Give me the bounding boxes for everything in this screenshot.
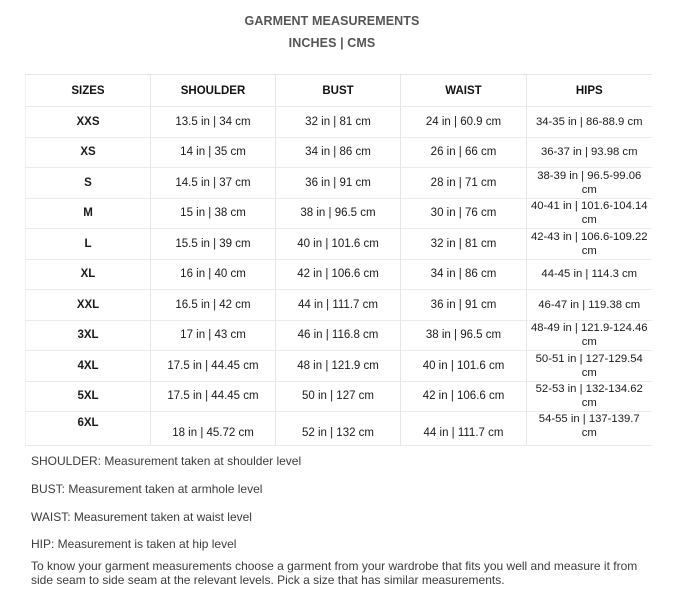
size-cell: 3XL — [26, 320, 151, 351]
waist-cell: 34 in | 86 cm — [401, 259, 527, 290]
shoulder-cell: 17.5 in | 44.45 cm — [151, 351, 276, 382]
bust-cell: 32 in | 81 cm — [276, 107, 401, 138]
shoulder-cell: 13.5 in | 34 cm — [151, 107, 276, 138]
hips-cell: 48-49 in | 121.9-124.46 cm — [527, 320, 652, 351]
size-cell: L — [26, 229, 151, 260]
column-header-hips: HIPS — [527, 75, 652, 107]
waist-cell: 30 in | 76 cm — [401, 198, 527, 229]
bust-note: BUST: Measurement taken at armhole level — [31, 482, 263, 496]
table-row — [26, 229, 652, 260]
bust-cell: 40 in | 101.6 cm — [276, 229, 401, 260]
table-row — [26, 351, 652, 382]
bust-cell: 42 in | 106.6 cm — [276, 259, 401, 290]
shoulder-cell: 16.5 in | 42 cm — [151, 290, 276, 321]
hips-cell: 44-45 in | 114.3 cm — [527, 259, 652, 290]
size-cell: 4XL — [26, 351, 151, 382]
size-cell: XL — [26, 259, 151, 290]
table-row — [26, 412, 652, 446]
size-cell: XXL — [26, 290, 151, 321]
size-cell: 5XL — [26, 381, 151, 412]
hips-cell: 54-55 in | 137-139.7 cm — [527, 412, 652, 446]
hips-cell: 36-37 in | 93.98 cm — [527, 137, 652, 168]
hip-note: HIP: Measurement is taken at hip level — [31, 537, 237, 551]
bust-cell: 36 in | 91 cm — [276, 168, 401, 199]
table-row — [26, 198, 652, 229]
waist-cell: 40 in | 101.6 cm — [401, 351, 527, 382]
table-row — [26, 381, 652, 412]
bust-cell: 46 in | 116.8 cm — [276, 320, 401, 351]
table-row — [26, 168, 652, 199]
size-cell: S — [26, 168, 151, 199]
table-row — [26, 320, 652, 351]
waist-cell: 44 in | 111.7 cm — [401, 412, 527, 446]
size-chart-table — [25, 74, 652, 446]
shoulder-cell: 17 in | 43 cm — [151, 320, 276, 351]
table-row — [26, 107, 652, 138]
shoulder-cell: 14.5 in | 37 cm — [151, 168, 276, 199]
size-cell: XXS — [26, 107, 151, 138]
waist-cell: 38 in | 96.5 cm — [401, 320, 527, 351]
size-cell: XS — [26, 137, 151, 168]
shoulder-cell: 15.5 in | 39 cm — [151, 229, 276, 260]
shoulder-cell: 16 in | 40 cm — [151, 259, 276, 290]
column-header-shoulder: SHOULDER — [151, 75, 276, 107]
table-row — [26, 137, 652, 168]
waist-note: WAIST: Measurement taken at waist level — [31, 510, 252, 524]
bust-cell: 50 in | 127 cm — [276, 381, 401, 412]
waist-cell: 28 in | 71 cm — [401, 168, 527, 199]
hips-cell: 38-39 in | 96.5-99.06 cm — [527, 168, 652, 199]
shoulder-cell: 17.5 in | 44.45 cm — [151, 381, 276, 412]
table-header — [26, 75, 652, 107]
shoulder-cell: 18 in | 45.72 cm — [151, 412, 276, 446]
waist-cell: 36 in | 91 cm — [401, 290, 527, 321]
hips-cell: 46-47 in | 119.38 cm — [527, 290, 652, 321]
table-row — [26, 290, 652, 321]
hips-cell: 42-43 in | 106.6-109.22 cm — [527, 229, 652, 260]
page-subtitle: INCHES | CMS — [288, 36, 376, 50]
table-body — [26, 107, 652, 446]
column-header-sizes: SIZES — [26, 75, 151, 107]
bust-cell: 48 in | 121.9 cm — [276, 351, 401, 382]
waist-cell: 26 in | 66 cm — [401, 137, 527, 168]
header-row — [26, 75, 652, 107]
measuring-instructions: To know your garment measurements choose a garment from your wardrobe that fits you well and measure it from side seam to side seam at the relevant levels. Pick a size that has similar measurements. — [31, 559, 638, 587]
shoulder-cell: 15 in | 38 cm — [151, 198, 276, 229]
waist-cell: 24 in | 60.9 cm — [401, 107, 527, 138]
shoulder-note: SHOULDER: Measurement taken at shoulder level — [31, 454, 302, 468]
bust-cell: 38 in | 96.5 cm — [276, 198, 401, 229]
column-header-waist: WAIST — [401, 75, 527, 107]
bust-cell: 34 in | 86 cm — [276, 137, 401, 168]
waist-cell: 42 in | 106.6 cm — [401, 381, 527, 412]
table-row — [26, 259, 652, 290]
hips-cell: 40-41 in | 101.6-104.14 cm — [527, 198, 652, 229]
bust-cell: 52 in | 132 cm — [276, 412, 401, 446]
shoulder-cell: 14 in | 35 cm — [151, 137, 276, 168]
page-title: GARMENT MEASUREMENTS — [244, 14, 420, 28]
hips-cell: 50-51 in | 127-129.54 cm — [527, 351, 652, 382]
bust-cell: 44 in | 111.7 cm — [276, 290, 401, 321]
column-header-bust: BUST — [276, 75, 401, 107]
size-cell: 6XL — [26, 412, 151, 446]
hips-cell: 52-53 in | 132-134.62 cm — [527, 381, 652, 412]
hips-cell: 34-35 in | 86-88.9 cm — [527, 107, 652, 138]
waist-cell: 32 in | 81 cm — [401, 229, 527, 260]
size-cell: M — [26, 198, 151, 229]
